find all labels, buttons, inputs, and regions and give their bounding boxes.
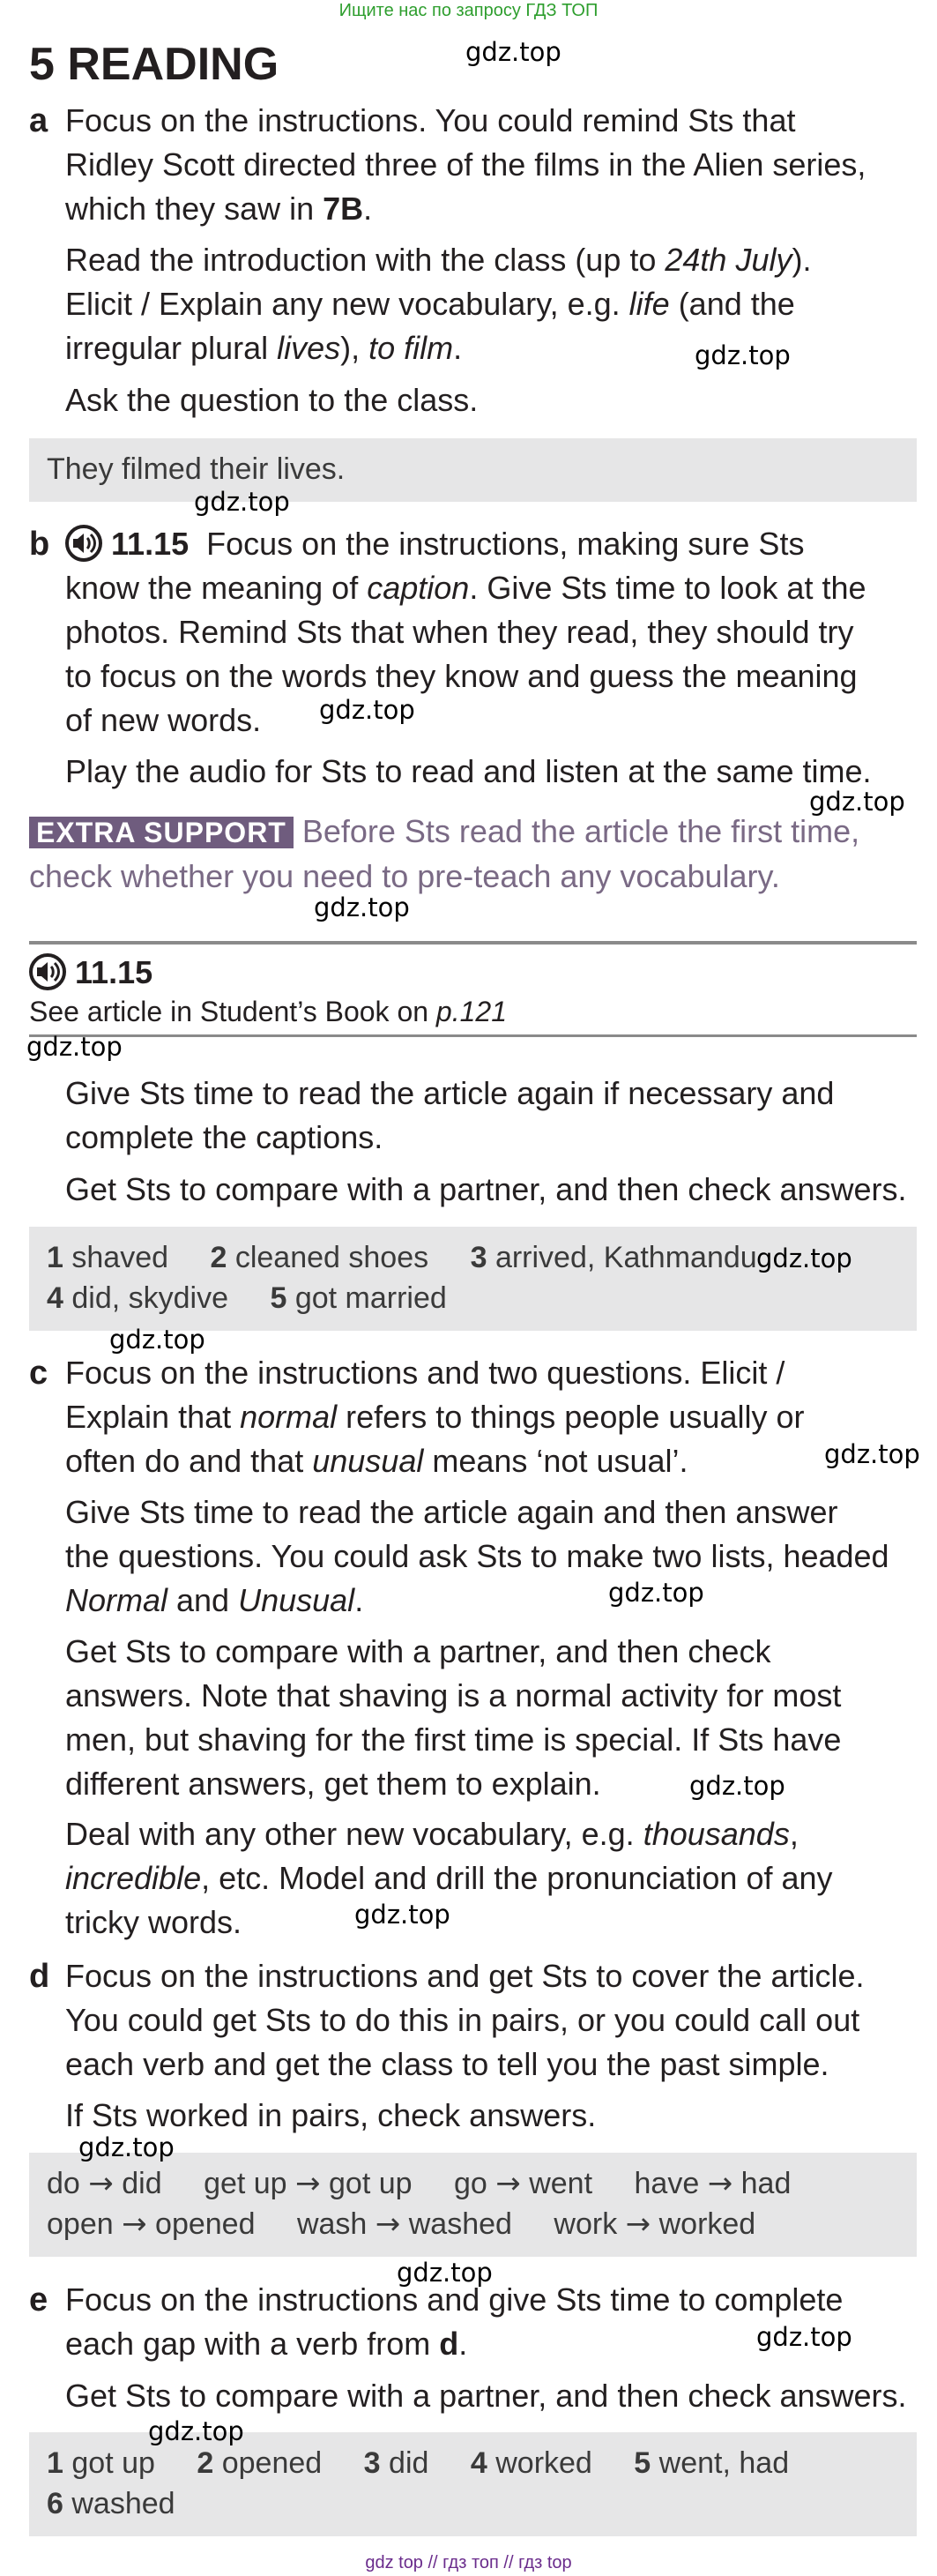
watermark: gdz.top: [756, 1243, 852, 1273]
arrow-icon: →: [495, 2166, 521, 2201]
section-b-text-2: Play the audio for Sts to read and listen at the same time.: [65, 753, 872, 789]
watermark: gdz.top: [26, 1032, 123, 1062]
audio-script-reference: See article in Student’s Book on p.121: [29, 996, 507, 1027]
answer-box-d: [29, 2153, 917, 2257]
watermark: gdz.top: [319, 695, 415, 725]
page-title: 5 READING: [29, 39, 279, 90]
watermark: gdz.top: [148, 2416, 244, 2446]
section-e-text: Focus on the instructions and give Sts time to complete each gap with a verb from d.: [65, 2281, 844, 2362]
section-c-text: Focus on the instructions and two questions. Elicit / Explain that normal refers to things people usually or often do and that unusual means ‘not usual’.: [65, 1355, 805, 1479]
watermark: gdz.top: [695, 340, 791, 370]
arrow-icon: →: [707, 2166, 733, 2201]
extra-support: EXTRA SUPPORT Before Sts read the article the first time, check whether you need to pre-teach any vocabulary.: [29, 813, 860, 894]
extra-support-badge: EXTRA SUPPORT: [29, 817, 294, 848]
top-watermark: Ищите нас по запросу ГДЗ ТОП: [338, 1, 599, 20]
section-letter-c: c: [29, 1355, 48, 1392]
audio-icon[interactable]: [29, 953, 66, 990]
arrow-icon: →: [295, 2166, 321, 2201]
answers-e: 1 got up 2 opened 3 did 4 worked 5 went, had 6 washed: [47, 2446, 790, 2520]
section-b-text-4: Get Sts to compare with a partner, and then check answers.: [65, 1171, 907, 1207]
watermark: gdz.top: [194, 487, 290, 517]
section-a-text-3: Ask the question to the class.: [65, 382, 479, 418]
section-c-text-2: Give Sts time to read the article again and then answer the questions. You could ask Sts to make two lists, headed Normal and Unusual.: [65, 1494, 889, 1618]
answer-a: They filmed their lives.: [47, 452, 346, 486]
answer-box-b: [29, 1227, 917, 1331]
section-e-text-2: Get Sts to compare with a partner, and then check answers.: [65, 2378, 907, 2414]
watermark: gdz.top: [78, 2132, 175, 2162]
watermark: gdz.top: [109, 1325, 205, 1355]
watermark: gdz.top: [809, 787, 905, 817]
watermark: gdz.top: [397, 2258, 493, 2288]
section-letter-e: e: [29, 2281, 48, 2318]
arrow-icon: →: [122, 2206, 147, 2242]
section-a-text: Focus on the instructions. You could remind Sts that Ridley Scott directed three of the films in the Alien series, which they saw in 7B.: [65, 102, 866, 227]
section-c-text-4: Deal with any other new vocabulary, e.g. thousands, incredible, etc. Model and drill the pronunciation of any tricky words.: [65, 1816, 833, 1940]
section-d-text-2: If Sts worked in pairs, check answers.: [65, 2097, 597, 2133]
section-letter-d: d: [29, 1958, 50, 1995]
footer-watermark: gdz top // гдз топ // гдз top: [365, 2553, 572, 2572]
divider-top: [29, 941, 917, 945]
arrow-icon: →: [88, 2166, 114, 2201]
section-d-text: Focus on the instructions and get Sts to cover the article. You could get Sts to do this in pairs, or you could call out each verb and get the class to tell you the past simple.: [65, 1958, 865, 2082]
divider-bottom: [29, 1034, 917, 1037]
audio-script-heading: 11.15: [29, 952, 152, 993]
section-letter-b: b: [29, 526, 50, 563]
answer-box-e: [29, 2432, 917, 2536]
verb-table: do → did get up → got up go → went have → had open → opened wash → washed work → worked: [47, 2166, 792, 2242]
arrow-icon: →: [625, 2206, 651, 2242]
watermark: gdz.top: [314, 892, 410, 922]
watermark: gdz.top: [608, 1578, 704, 1608]
section-b-text-3: Give Sts time to read the article again if necessary and complete the captions.: [65, 1075, 835, 1155]
section-b-text: 11.15 Focus on the instructions, making sure Sts know the meaning of caption. Give Sts time to look at the photos. Remind Sts that when they read, they should try to focus on the words they know and guess the meaning of new words.: [65, 526, 866, 738]
audio-icon[interactable]: [65, 525, 102, 562]
answer-box-a: [29, 438, 917, 502]
watermark: gdz.top: [465, 37, 561, 67]
arrow-icon: →: [375, 2206, 401, 2242]
section-c-text-3: Get Sts to compare with a partner, and then check answers. Note that shaving is a normal activity for most men, but shaving for the first time is special. If Sts have different answers, get them to explain.: [65, 1633, 842, 1802]
watermark: gdz.top: [354, 1900, 450, 1930]
answers-b: 1 shaved 2 cleaned shoes 3 arrived, Kathmandu 4 did, skydive 5 got married: [47, 1241, 757, 1315]
watermark: gdz.top: [756, 2322, 852, 2352]
section-letter-a: a: [29, 102, 48, 139]
watermark: gdz.top: [824, 1439, 920, 1469]
audio-track-number: 11.15: [111, 526, 190, 562]
watermark: gdz.top: [689, 1771, 785, 1801]
section-a-text-2: Read the introduction with the class (up to 24th July). Elicit / Explain any new vocabulary, e.g. life (and the irregular plural lives), to film.: [65, 242, 812, 366]
